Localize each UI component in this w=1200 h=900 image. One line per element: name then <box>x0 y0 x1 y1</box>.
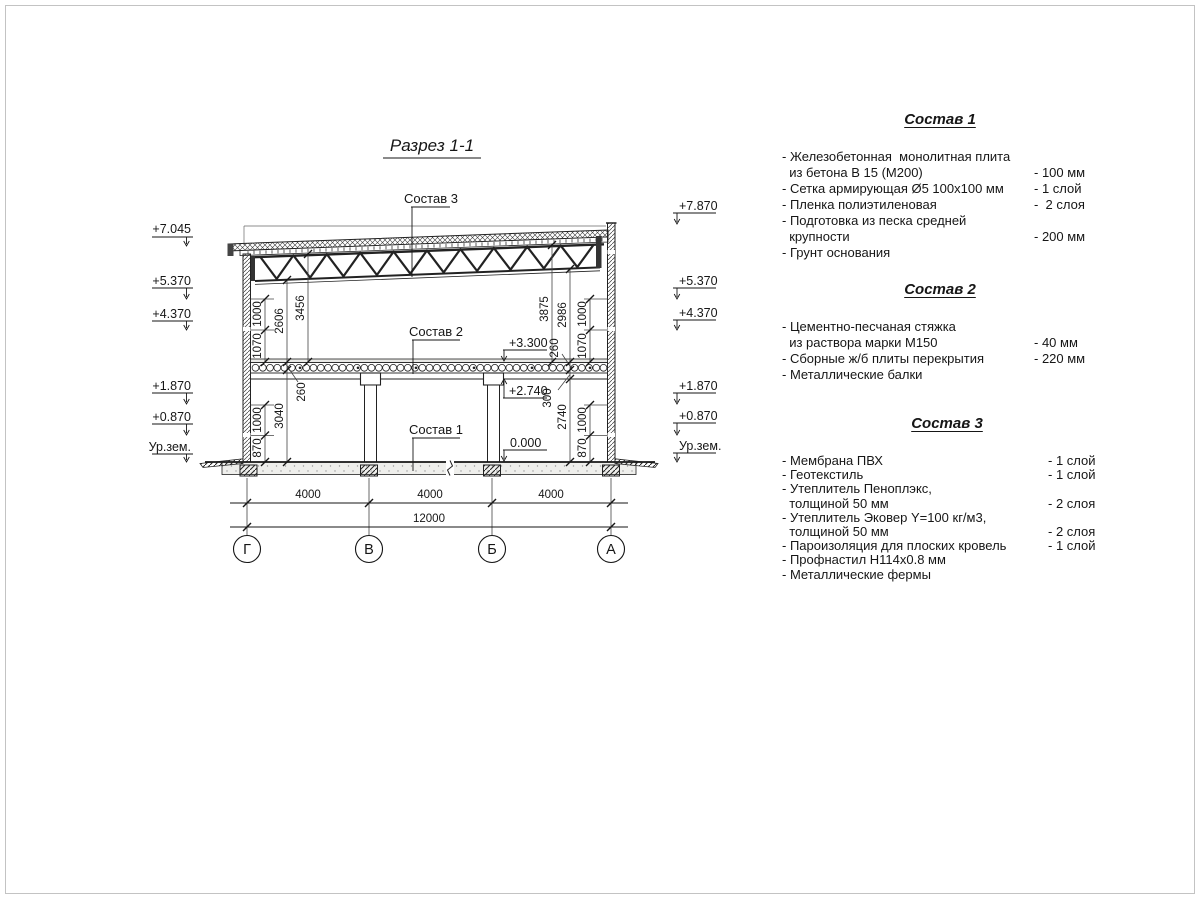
dim-1000: 1000 <box>577 301 589 327</box>
dim-3456: 3456 <box>295 295 307 321</box>
elev-3300: +3.300 <box>509 336 548 350</box>
drawing-title: Разрез 1-1 <box>389 136 475 155</box>
axis-G: Г <box>243 542 251 558</box>
elev-4370: +4.370 <box>152 307 191 321</box>
spec-title: Состав 3 <box>911 415 983 432</box>
spec-row: - Металлические фермы <box>782 566 931 582</box>
spec-row: толщиной 50 мм - 2 слоя <box>782 495 1096 511</box>
spec-row: из раствора марки М150 - 40 мм <box>782 335 1078 350</box>
elev-2740: +2.740 <box>509 384 548 398</box>
elev-7045: +7.045 <box>152 222 191 236</box>
spec-row: - Геотекстиль - 1 слой <box>782 467 1096 483</box>
spec-row: - Профнастил Н114х0.8 мм <box>782 552 946 568</box>
spec-row: - Грунт основания <box>782 245 891 260</box>
elev-5370: +5.370 <box>152 274 191 288</box>
elev-5370: +5.370 <box>679 274 718 288</box>
dim-1000: 1000 <box>577 407 589 433</box>
spec-row: - Металлические балки <box>782 367 923 382</box>
elev-1870: +1.870 <box>679 379 718 393</box>
elev-7870: +7.870 <box>679 199 718 213</box>
dim-300: 300 <box>542 388 554 408</box>
axis-V: В <box>364 542 374 558</box>
label-sostav-3: Состав 3 <box>404 191 458 206</box>
spec-row: - Пленка полиэтиленовая - 2 слоя <box>782 197 1085 212</box>
axis-A: А <box>606 542 616 558</box>
dim-4000: 4000 <box>538 489 564 501</box>
dim-4000: 4000 <box>417 489 443 501</box>
elev-ground: Ур.зем. <box>148 440 191 454</box>
dim-870: 870 <box>577 438 589 458</box>
elev-1870: +1.870 <box>152 379 191 393</box>
elev-0870: +0.870 <box>679 409 718 423</box>
spec-title: Состав 1 <box>904 111 976 128</box>
spec-row: - Железобетонная монолитная плита <box>782 149 1011 164</box>
dim-1070: 1070 <box>577 333 589 359</box>
dim-12000: 12000 <box>413 513 445 525</box>
spec-row: - Мембрана ПВХ - 1 слой <box>782 453 1096 468</box>
spec-row: - Цементно-песчаная стяжка <box>782 319 956 334</box>
axis-B: Б <box>487 542 497 558</box>
spec-row: - Утеплитель Эковер Y=100 кг/м3, <box>782 509 987 525</box>
spec-row: - Пароизоляция для плоских кровель - 1 слой <box>782 538 1096 554</box>
dim-2986: 2986 <box>557 302 569 328</box>
dim-260: 260 <box>296 382 308 402</box>
spec-row: крупности - 200 мм <box>782 229 1086 244</box>
spec-sostav-1 <box>782 111 1098 261</box>
elev-0870: +0.870 <box>152 410 191 424</box>
spec-row: из бетона В 15 (М200) - 100 мм <box>782 165 1086 180</box>
elev-ground: Ур.зем. <box>679 439 722 453</box>
dim-2740: 2740 <box>557 404 569 430</box>
label-sostav-2: Состав 2 <box>409 324 463 339</box>
spec-title: Состав 2 <box>904 281 976 298</box>
dim-3040: 3040 <box>274 403 286 429</box>
dim-1000: 1000 <box>252 301 264 327</box>
dim-2606: 2606 <box>274 308 286 334</box>
dim-1000: 1000 <box>252 407 264 433</box>
spec-row: - Сетка армирующая Ø5 100х100 мм - 1 слой <box>782 181 1082 196</box>
spec-sostav-3 <box>782 415 1112 582</box>
dim-1070: 1070 <box>252 333 264 359</box>
dim-4000: 4000 <box>295 489 321 501</box>
spec-sostav-2 <box>782 281 1098 383</box>
spec-row: - Подготовка из песка средней <box>782 213 967 228</box>
elev-4370: +4.370 <box>679 306 718 320</box>
dim-3875: 3875 <box>539 296 551 322</box>
elev-0000: 0.000 <box>510 436 542 450</box>
dim-870: 870 <box>252 438 264 458</box>
label-sostav-1: Состав 1 <box>409 422 463 437</box>
spec-row: - Сборные ж/б плиты перекрытия - 220 мм <box>782 351 1086 366</box>
spec-row: толщиной 50 мм - 2 слоя <box>782 524 1096 540</box>
spec-row: - Утеплитель Пеноплэкс, <box>782 481 932 497</box>
dim-260: 260 <box>549 338 561 358</box>
